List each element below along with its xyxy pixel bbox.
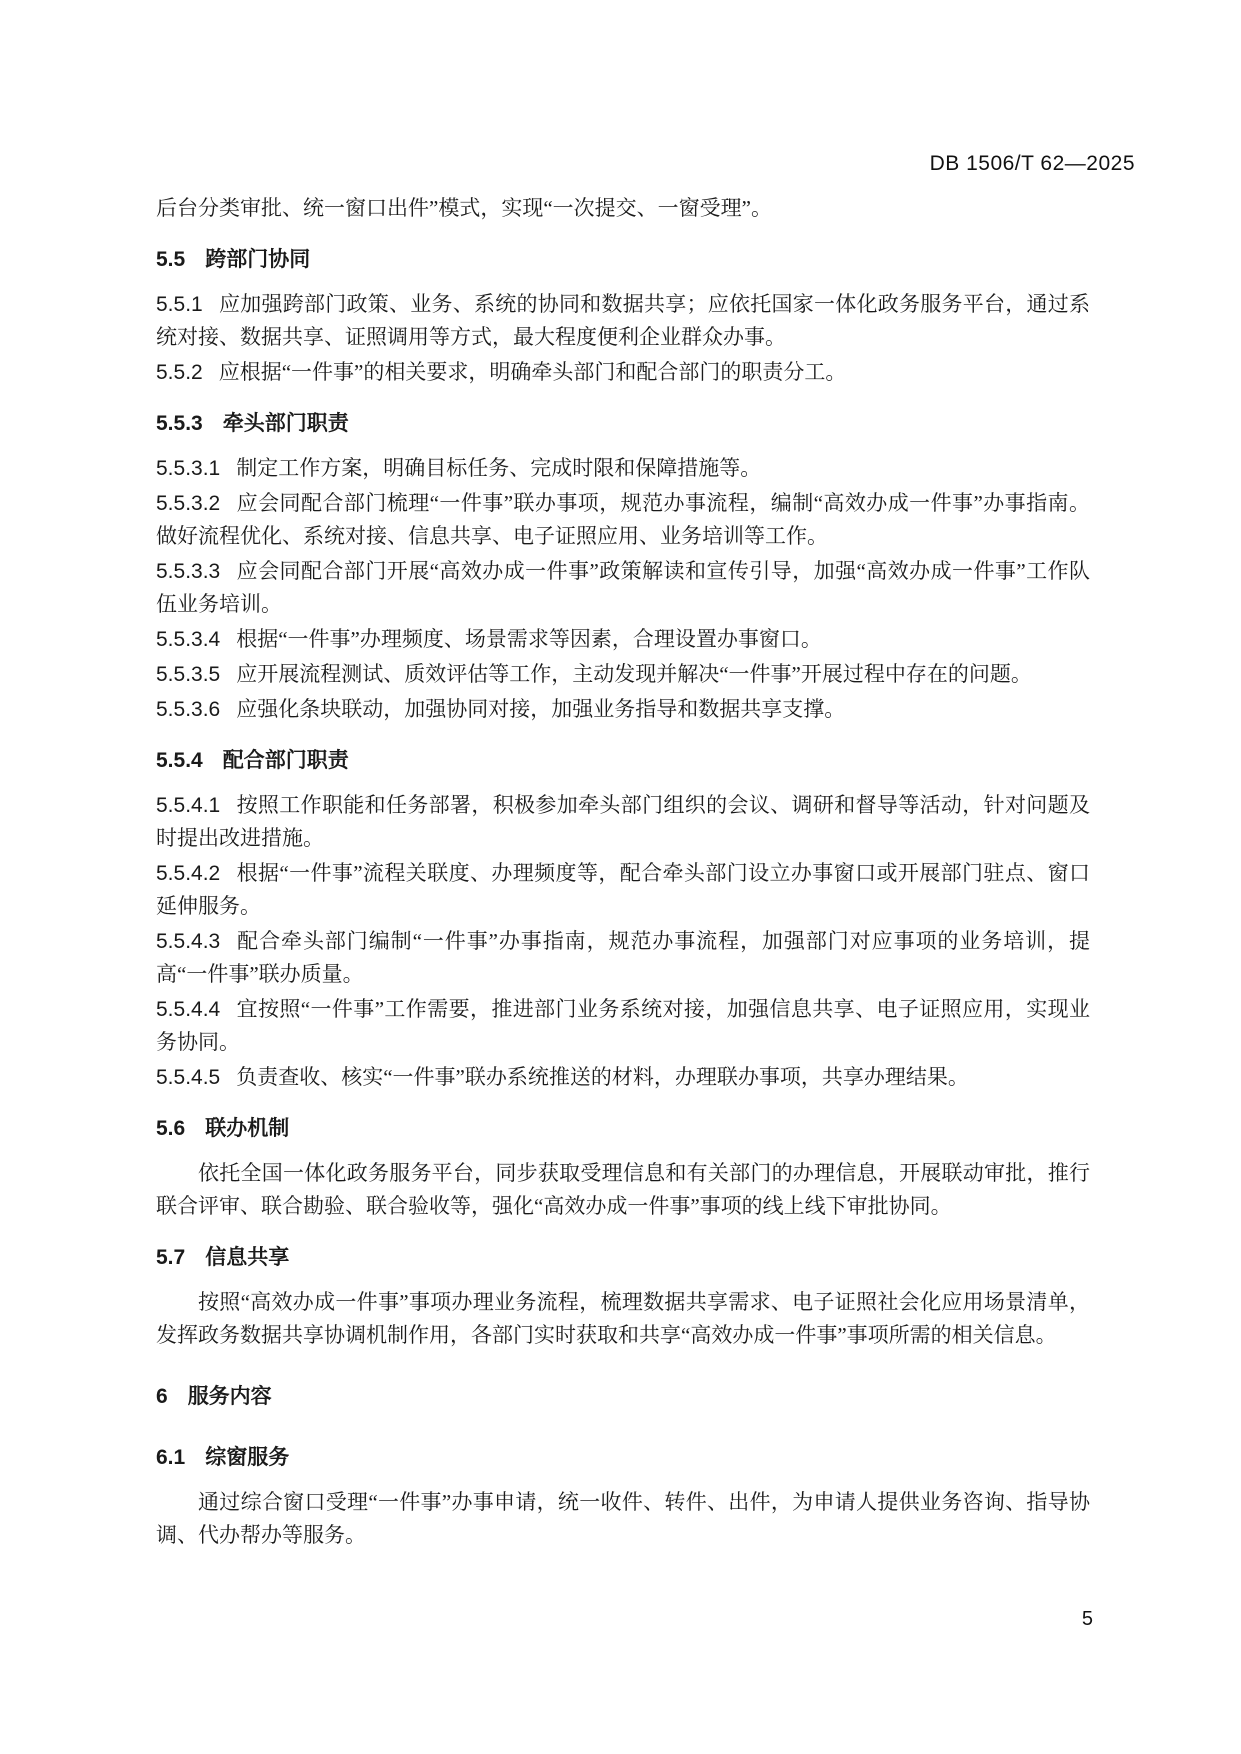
- paragraph-text: 应根据“一件事”的相关要求，明确牵头部门和配合部门的职责分工。: [218, 360, 847, 384]
- section-number: 5.5.3: [156, 412, 203, 435]
- clause-number: 5.5.4.3: [156, 930, 221, 953]
- clause-number: 5.5.4.1: [156, 794, 221, 817]
- paragraph-text: 依托全国一体化政务服务平台，同步获取受理信息和有关部门的办理信息，开展联动审批，推行联合评审、联合勘验、联合验收等，强化“高效办成一件事”事项的线上线下审批协同。: [156, 1161, 1090, 1218]
- paragraph-text: 应加强跨部门政策、业务、系统的协同和数据共享；应依托国家一体化政务服务平台，通过系统对接、数据共享、证照调用等方式，最大程度便利企业群众办事。: [156, 292, 1090, 349]
- clause-5-5-3-3: [156, 555, 1090, 621]
- clause-number: 5.5.3.6: [156, 698, 221, 721]
- clause-number: 5.5.3.4: [156, 628, 221, 651]
- clause-5-5-3-4: [156, 623, 1090, 656]
- section-heading-5-5-4: [156, 744, 1090, 777]
- paragraph-text: 按照“高效办成一件事”事项办理业务流程，梳理数据共享需求、电子证照社会化应用场景清单，发挥政务数据共享协调机制作用，各部门实时获取和共享“高效办成一件事”事项所需的相关信息。: [156, 1290, 1090, 1347]
- section-number: 5.7: [156, 1246, 186, 1269]
- section-heading-5-6: [156, 1112, 1090, 1145]
- clause-number: 5.5.4.5: [156, 1066, 221, 1089]
- clause-number: 5.5.4.4: [156, 998, 221, 1021]
- paragraph-text: 根据“一件事”办理频度、场景需求等因素，合理设置办事窗口。: [236, 627, 822, 651]
- section-number: 6.1: [156, 1446, 186, 1469]
- clause-number: 5.5.3.1: [156, 457, 221, 480]
- paragraph-text: 配合牵头部门编制“一件事”办事指南，规范办事流程，加强部门对应事项的业务培训，提高“一件事”联办质量。: [156, 929, 1090, 986]
- clause-number: 5.5.3.3: [156, 560, 221, 583]
- section-title: 服务内容: [187, 1385, 272, 1408]
- paragraph-text: 应会同配合部门开展“高效办成一件事”政策解读和宣传引导，加强“高效办成一件事”工作队伍业务培训。: [156, 559, 1090, 616]
- continuation: [156, 192, 1090, 225]
- paragraph-text: 应强化条块联动，加强协同对接，加强业务指导和数据共享支撑。: [236, 697, 846, 721]
- clause-number: 5.5.1: [156, 293, 203, 316]
- section-title: 牵头部门职责: [222, 412, 349, 435]
- paragraph-text: 后台分类审批、统一窗口出件”模式，实现“一次提交、一窗受理”。: [156, 196, 772, 220]
- clause-number: 5.5.3.2: [156, 492, 221, 515]
- page-number: 5: [1081, 1608, 1093, 1630]
- clause-5-5-4-5: [156, 1061, 1090, 1094]
- section-heading-6-1: [156, 1441, 1090, 1474]
- para: [156, 1157, 1090, 1223]
- section-number: 5.6: [156, 1117, 186, 1140]
- clause-5-5-2: [156, 356, 1090, 389]
- standard-code-header: DB 1506/T 62—2025: [929, 152, 1135, 175]
- clause-5-5-3-2: [156, 487, 1090, 553]
- clause-5-5-4-1: [156, 789, 1090, 855]
- paragraph-text: 按照工作职能和任务部署，积极参加牵头部门组织的会议、调研和督导等活动，针对问题及时提出改进措施。: [156, 793, 1090, 850]
- paragraph-text: 应开展流程测试、质效评估等工作，主动发现并解决“一件事”开展过程中存在的问题。: [236, 662, 1032, 686]
- section-number: 5.5: [156, 248, 186, 271]
- clause-number: 5.5.3.5: [156, 663, 221, 686]
- clause-5-5-1: [156, 288, 1090, 354]
- paragraph-text: 宜按照“一件事”工作需要，推进部门业务系统对接，加强信息共享、电子证照应用，实现业务协同。: [156, 997, 1090, 1054]
- clause-number: 5.5.2: [156, 361, 203, 384]
- para: [156, 1286, 1090, 1352]
- section-title: 信息共享: [205, 1246, 290, 1269]
- section-number: 6: [156, 1385, 168, 1408]
- clause-number: 5.5.4.2: [156, 862, 221, 885]
- section-heading-5-5: [156, 243, 1090, 276]
- document-content: [156, 192, 1090, 1552]
- paragraph-text: 负责查收、核实“一件事”联办系统推送的材料，办理联办事项，共享办理结果。: [236, 1065, 969, 1089]
- clause-5-5-3-5: [156, 658, 1090, 691]
- section-number: 5.5.4: [156, 749, 203, 772]
- clause-5-5-4-4: [156, 993, 1090, 1059]
- clause-5-5-4-2: [156, 857, 1090, 923]
- paragraph-text: 应会同配合部门梳理“一件事”联办事项，规范办事流程，编制“高效办成一件事”办事指南。做好流程优化、系统对接、信息共享、电子证照应用、业务培训等工作。: [156, 491, 1090, 548]
- section-title: 跨部门协同: [205, 248, 311, 271]
- paragraph-text: 制定工作方案，明确目标任务、完成时限和保障措施等。: [236, 456, 762, 480]
- clause-5-5-4-3: [156, 925, 1090, 991]
- section-heading-6: [156, 1380, 1090, 1413]
- section-title: 配合部门职责: [222, 749, 349, 772]
- section-heading-5-7: [156, 1241, 1090, 1274]
- para: [156, 1486, 1090, 1552]
- clause-5-5-3-6: [156, 693, 1090, 726]
- section-title: 联办机制: [205, 1117, 290, 1140]
- section-title: 综窗服务: [205, 1446, 290, 1469]
- paragraph-text: 通过综合窗口受理“一件事”办事申请，统一收件、转件、出件，为申请人提供业务咨询、指导协调、代办帮办等服务。: [156, 1490, 1090, 1547]
- clause-5-5-3-1: [156, 452, 1090, 485]
- section-heading-5-5-3: [156, 407, 1090, 440]
- paragraph-text: 根据“一件事”流程关联度、办理频度等，配合牵头部门设立办事窗口或开展部门驻点、窗口延伸服务。: [156, 861, 1090, 918]
